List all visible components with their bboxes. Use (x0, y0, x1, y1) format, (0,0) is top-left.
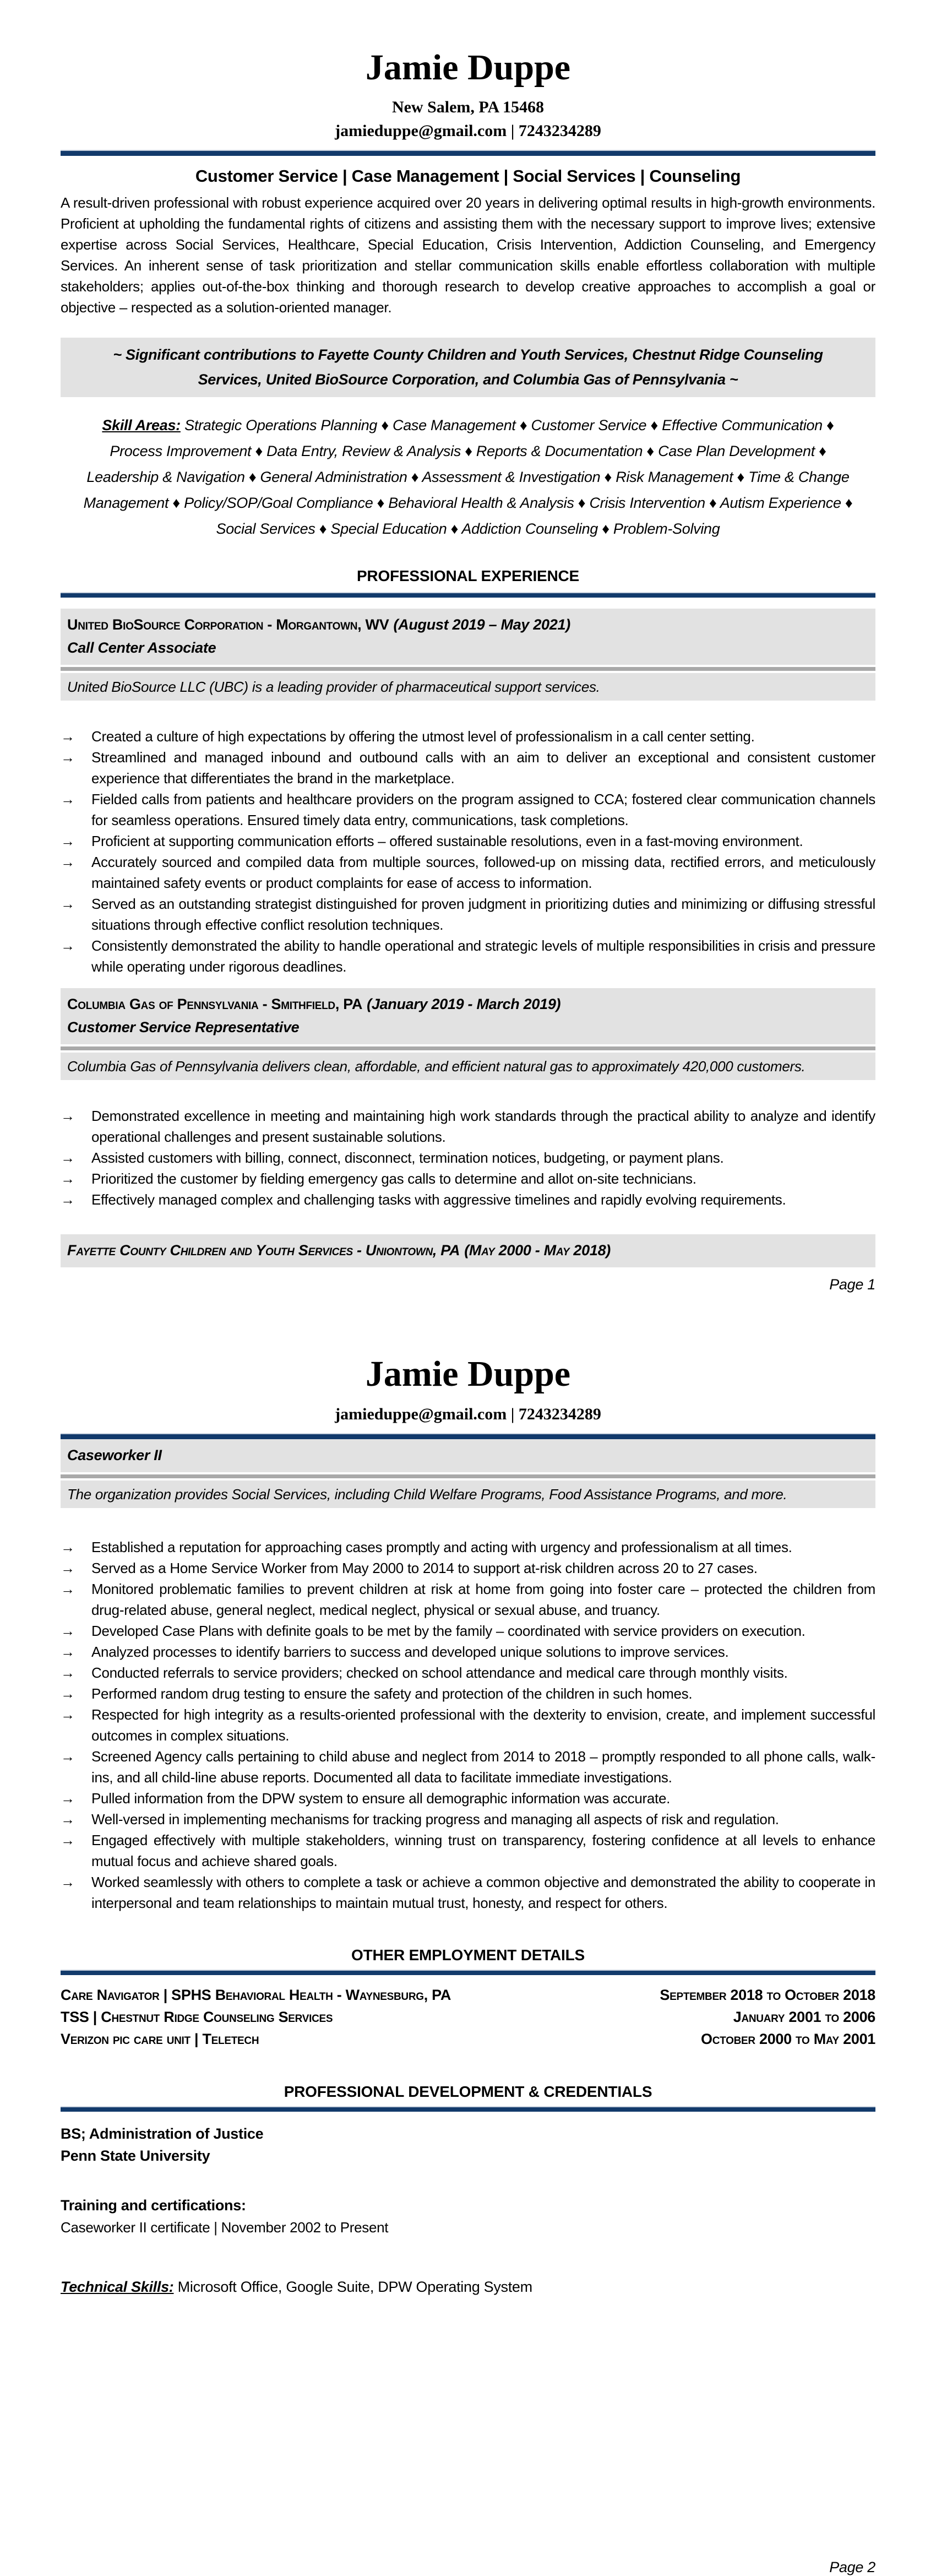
job-dates: (May 2000 - May 2018) (464, 1242, 611, 1259)
job-header (61, 609, 875, 665)
other-dates: October 2000 to May 2001 (701, 2030, 875, 2047)
bullet-item: → Served as a Home Service Worker from May 2000 to 2014 to support at-risk children across 20 to 27 cases. (61, 1558, 875, 1579)
arrow-bullet-icon: → (61, 728, 75, 745)
arrow-bullet-icon: → (61, 1873, 75, 1890)
page1-name-title: Jamie Duppe (365, 47, 571, 88)
company-name: United BioSource Corporation - Morgantown, WV (67, 616, 389, 633)
page2-name-title: Jamie Duppe (365, 1354, 571, 1395)
bullet-item: → Conducted referrals to service providers; checked on school attendance and medical care through monthly visits. (61, 1662, 875, 1683)
job-header-divider (61, 1474, 875, 1478)
job-header (61, 1234, 875, 1267)
arrow-bullet-icon: → (61, 1664, 75, 1681)
bullet-item: → Streamlined and managed inbound and outbound calls with an aim to deliver an exceptional and consistent customer experience that differentiates the brand in the marketplace. (61, 747, 875, 789)
bullet-item: → Respected for high integrity as a results-oriented professional with the dexterity to envision, create, and implement successful outcomes in complex situations. (61, 1704, 875, 1746)
bullet-item: → Proficient at supporting communication efforts – offered sustainable resolutions, even in a fast-moving environment. (61, 831, 875, 852)
arrow-bullet-icon: → (61, 833, 75, 850)
header-divider-rule (61, 1433, 875, 1439)
company-name: Columbia Gas of Pennsylvania - Smithfield, PA (67, 996, 363, 1013)
company-name: Fayette County Children and Youth Services - Uniontown, PA (67, 1242, 460, 1259)
section-divider-rule (61, 592, 875, 598)
bullet-item: → Fielded calls from patients and healthcare providers on the program assigned to CCA; fostered clear communication channels for seamless operations. Ensured timely data entry, communications, task completions. (61, 789, 875, 831)
job-bullet-list (61, 1537, 875, 1913)
bullet-item: → Created a culture of high expectations by offering the utmost level of professionalism in a call center setting. (61, 726, 875, 747)
bullet-item: → Well-versed in implementing mechanisms for tracking progress and managing all aspects of risk and regulation. (61, 1809, 875, 1830)
arrow-bullet-icon: → (61, 1685, 75, 1702)
job-caseworker-continued (61, 1439, 875, 1913)
bullet-item: → Served as an outstanding strategist distinguished for proven judgment in prioritizing duties and minimizing or diffusing stressful situations through effective conflict resolution techniques. (61, 893, 875, 935)
bullet-item: → Performed random drug testing to ensure the safety and protection of the children in such homes. (61, 1683, 875, 1704)
other-role: Care Navigator | SPHS Behavioral Health - Waynesburg, PA (61, 1986, 451, 2003)
arrow-bullet-icon: → (61, 1149, 75, 1167)
arrow-bullet-icon: → (61, 791, 75, 808)
bullet-item: → Analyzed processes to identify barriers to success and developed unique solutions to improve services. (61, 1641, 875, 1662)
job-title: Call Center Associate (67, 639, 216, 657)
technical-skills-line (61, 2276, 875, 2298)
bullet-item: → Established a reputation for approaching cases promptly and acting with urgency and professionalism at all times. (61, 1537, 875, 1558)
company-description: United BioSource LLC (UBC) is a leading provider of pharmaceutical support services. (61, 673, 875, 701)
job-united-biosource (61, 609, 875, 977)
other-employment-row (61, 1984, 875, 2006)
bullet-item: → Monitored problematic families to prevent children at risk at home from going into foster care – protected the children from drug-related abuse, general neglect, medical neglect, physical or sexual abuse, and truancy. (61, 1579, 875, 1620)
arrow-bullet-icon: → (61, 1706, 75, 1723)
other-dates: January 2001 to 2006 (733, 2008, 875, 2025)
arrow-bullet-icon: → (61, 1810, 75, 1827)
job-title: Customer Service Representative (67, 1019, 300, 1036)
job-header (61, 1439, 875, 1472)
company-description: The organization provides Social Services, including Child Welfare Programs, Food Assistance Programs, and more. (61, 1480, 875, 1508)
other-dates: September 2018 to October 2018 (660, 1986, 875, 2003)
skill-areas-label: Skill Areas: (102, 417, 181, 434)
company-description: Columbia Gas of Pennsylvania delivers clean, affordable, and efficient natural gas to approximately 420,000 customers. (61, 1053, 875, 1080)
education-block (61, 2123, 875, 2167)
spacer (61, 1913, 875, 1946)
page1-contact: jamieduppe@gmail.com | 7243234289 (335, 122, 601, 140)
job-columbia-gas (61, 988, 875, 1210)
arrow-bullet-icon: → (61, 749, 75, 766)
page1-number-label: Page 1 (829, 1276, 875, 1293)
job-header-divider (61, 667, 875, 671)
other-role: Verizon pic care unit | Teletech (61, 2030, 259, 2047)
job-dates: (January 2019 - March 2019) (367, 996, 561, 1013)
job-dates: (August 2019 – May 2021) (393, 616, 570, 633)
arrow-bullet-icon: → (61, 1789, 75, 1807)
section-divider-rule (61, 1970, 875, 1975)
bullet-item: → Assisted customers with billing, connect, disconnect, termination notices, budgeting, or payment plans. (61, 1147, 875, 1168)
arrow-bullet-icon: → (61, 1191, 75, 1208)
job-bullet-list (61, 726, 875, 977)
bullet-item: → Accurately sourced and compiled data from multiple sources, followed-up on missing data, rectified errors, and meticulously maintained safety events or product complaints for ease of access to information. (61, 852, 875, 893)
arrow-bullet-icon: → (61, 937, 75, 955)
arrow-bullet-icon: → (61, 1580, 75, 1597)
bullet-item: → Demonstrated excellence in meeting and maintaining high work standards through the practical ability to analyze and identify operational challenges and present sustainable solutions. (61, 1105, 875, 1147)
other-employment-row (61, 2028, 875, 2050)
arrow-bullet-icon: → (61, 1559, 75, 1576)
headline: Customer Service | Case Management | Social Services | Counseling (195, 166, 741, 186)
page2-number-label: Page 2 (829, 2558, 875, 2575)
arrow-bullet-icon: → (61, 1170, 75, 1187)
bullet-item: → Consistently demonstrated the ability to handle operational and strategic levels of multiple responsibilities in crisis and pressure while operating under rigorous deadlines. (61, 935, 875, 977)
arrow-bullet-icon: → (61, 896, 75, 913)
skill-areas-list: Strategic Operations Planning ♦ Case Management ♦ Customer Service ♦ Effective Communication ♦ Process Improvement ♦ Data Entry, Review & Analysis ♦ Reports & Documentation ♦ Case Plan Development ♦ Leadership & Navigation ♦ General Administration ♦ Assessment & Investigation ♦ Risk Management ♦ Time & Change Management ♦ Policy/SOP/Goal Compliance ♦ Behavioral Health & Analysis ♦ Crisis Intervention ♦ Autism Experience ♦ Social Services ♦ Special Education ♦ Addiction Counseling ♦ Problem-Solving (83, 417, 853, 538)
job-company-line (67, 613, 869, 636)
professional-development-heading: PROFESSIONAL DEVELOPMENT & CREDENTIALS (284, 2083, 652, 2100)
job-company-line (67, 1239, 869, 1262)
training-block (61, 2194, 875, 2238)
job-header (61, 988, 875, 1044)
bullet-item: → Effectively managed complex and challenging tasks with aggressive timelines and rapidly evolving requirements. (61, 1189, 875, 1210)
technical-skills-label: Technical Skills: (61, 2278, 174, 2295)
bullet-item: → Worked seamlessly with others to complete a task or achieve a common objective and demonstrated the ability to cooperate in interpersonal and team relationships to maintain mutual trust, honesty, and respect for others. (61, 1872, 875, 1913)
professional-experience-heading: PROFESSIONAL EXPERIENCE (356, 567, 580, 585)
page2-contact: jamieduppe@gmail.com | 7243234289 (335, 1404, 601, 1423)
spacer (61, 2050, 875, 2083)
technical-skills-value: Microsoft Office, Google Suite, DPW Operating System (173, 2278, 532, 2295)
degree: BS; Administration of Justice (61, 2125, 264, 2142)
summary-paragraph: A result-driven professional with robust experience acquired over 20 years in delivering optimal results in high-growth environments. Proficient at upholding the fundamental rights of citizens and assisting them with the necessary support to improve lives; extensive expertise across Social Services, Healthcare, Special Education, Crisis Intervention, Addiction Counseling, and Emergency Services. An inherent sense of task prioritization and stellar communication skills enable effortless collaboration with multiple stakeholders; applies out-of-the-box thinking and thorough research to develop creative approaches to accomplish a goal or objective – respected as a solution-oriented manager. (61, 194, 875, 316)
training-label: Training and certifications: (61, 2197, 246, 2214)
header-divider-rule (61, 150, 875, 156)
arrow-bullet-icon: → (61, 1538, 75, 1555)
job-title: Caseworker II (67, 1446, 162, 1463)
bullet-item: → Prioritized the customer by fielding emergency gas calls to determine and allot on-site technicians. (61, 1168, 875, 1189)
section-divider-rule (61, 2106, 875, 2112)
job-header-divider (61, 1046, 875, 1050)
arrow-bullet-icon: → (61, 1831, 75, 1848)
other-role: TSS | Chestnut Ridge Counseling Services (61, 2008, 333, 2025)
job-bullet-list (61, 1105, 875, 1210)
arrow-bullet-icon: → (61, 1622, 75, 1639)
arrow-bullet-icon: → (61, 1108, 75, 1125)
other-employment-heading: OTHER EMPLOYMENT DETAILS (351, 1946, 585, 1964)
job-fayette-county (61, 1234, 875, 1267)
arrow-bullet-icon: → (61, 854, 75, 871)
job-company-line (67, 993, 869, 1016)
page1-location: New Salem, PA 15468 (391, 98, 545, 117)
skill-areas-paragraph (77, 413, 859, 542)
arrow-bullet-icon: → (61, 1748, 75, 1765)
significant-contributions-box: ~ Significant contributions to Fayette County Children and Youth Services, Chestnut Ridge Counseling Services, United BioSource Corporation, and Columbia Gas of Pennsylvania ~ (61, 338, 875, 397)
other-employment-row (61, 2006, 875, 2028)
university: Penn State University (61, 2147, 210, 2164)
training-value: Caseworker II certificate | November 2002 to Present (61, 2219, 389, 2236)
bullet-item: → Screened Agency calls pertaining to child abuse and neglect from 2014 to 2018 – promptly responded to all phone calls, walk-ins, and all child-line abuse reports. Documented all data to facilitate immediate investigations. (61, 1746, 875, 1788)
arrow-bullet-icon: → (61, 1643, 75, 1660)
bullet-item: → Developed Case Plans with definite goals to be met by the family – coordinated with service providers on execution. (61, 1620, 875, 1641)
other-employment-list (61, 1984, 875, 2050)
bullet-item: → Engaged effectively with multiple stakeholders, winning trust on transparency, fostering confidence at all levels to enhance mutual focus and achieve shared goals. (61, 1830, 875, 1872)
bullet-item: → Pulled information from the DPW system to ensure all demographic information was accurate. (61, 1788, 875, 1809)
